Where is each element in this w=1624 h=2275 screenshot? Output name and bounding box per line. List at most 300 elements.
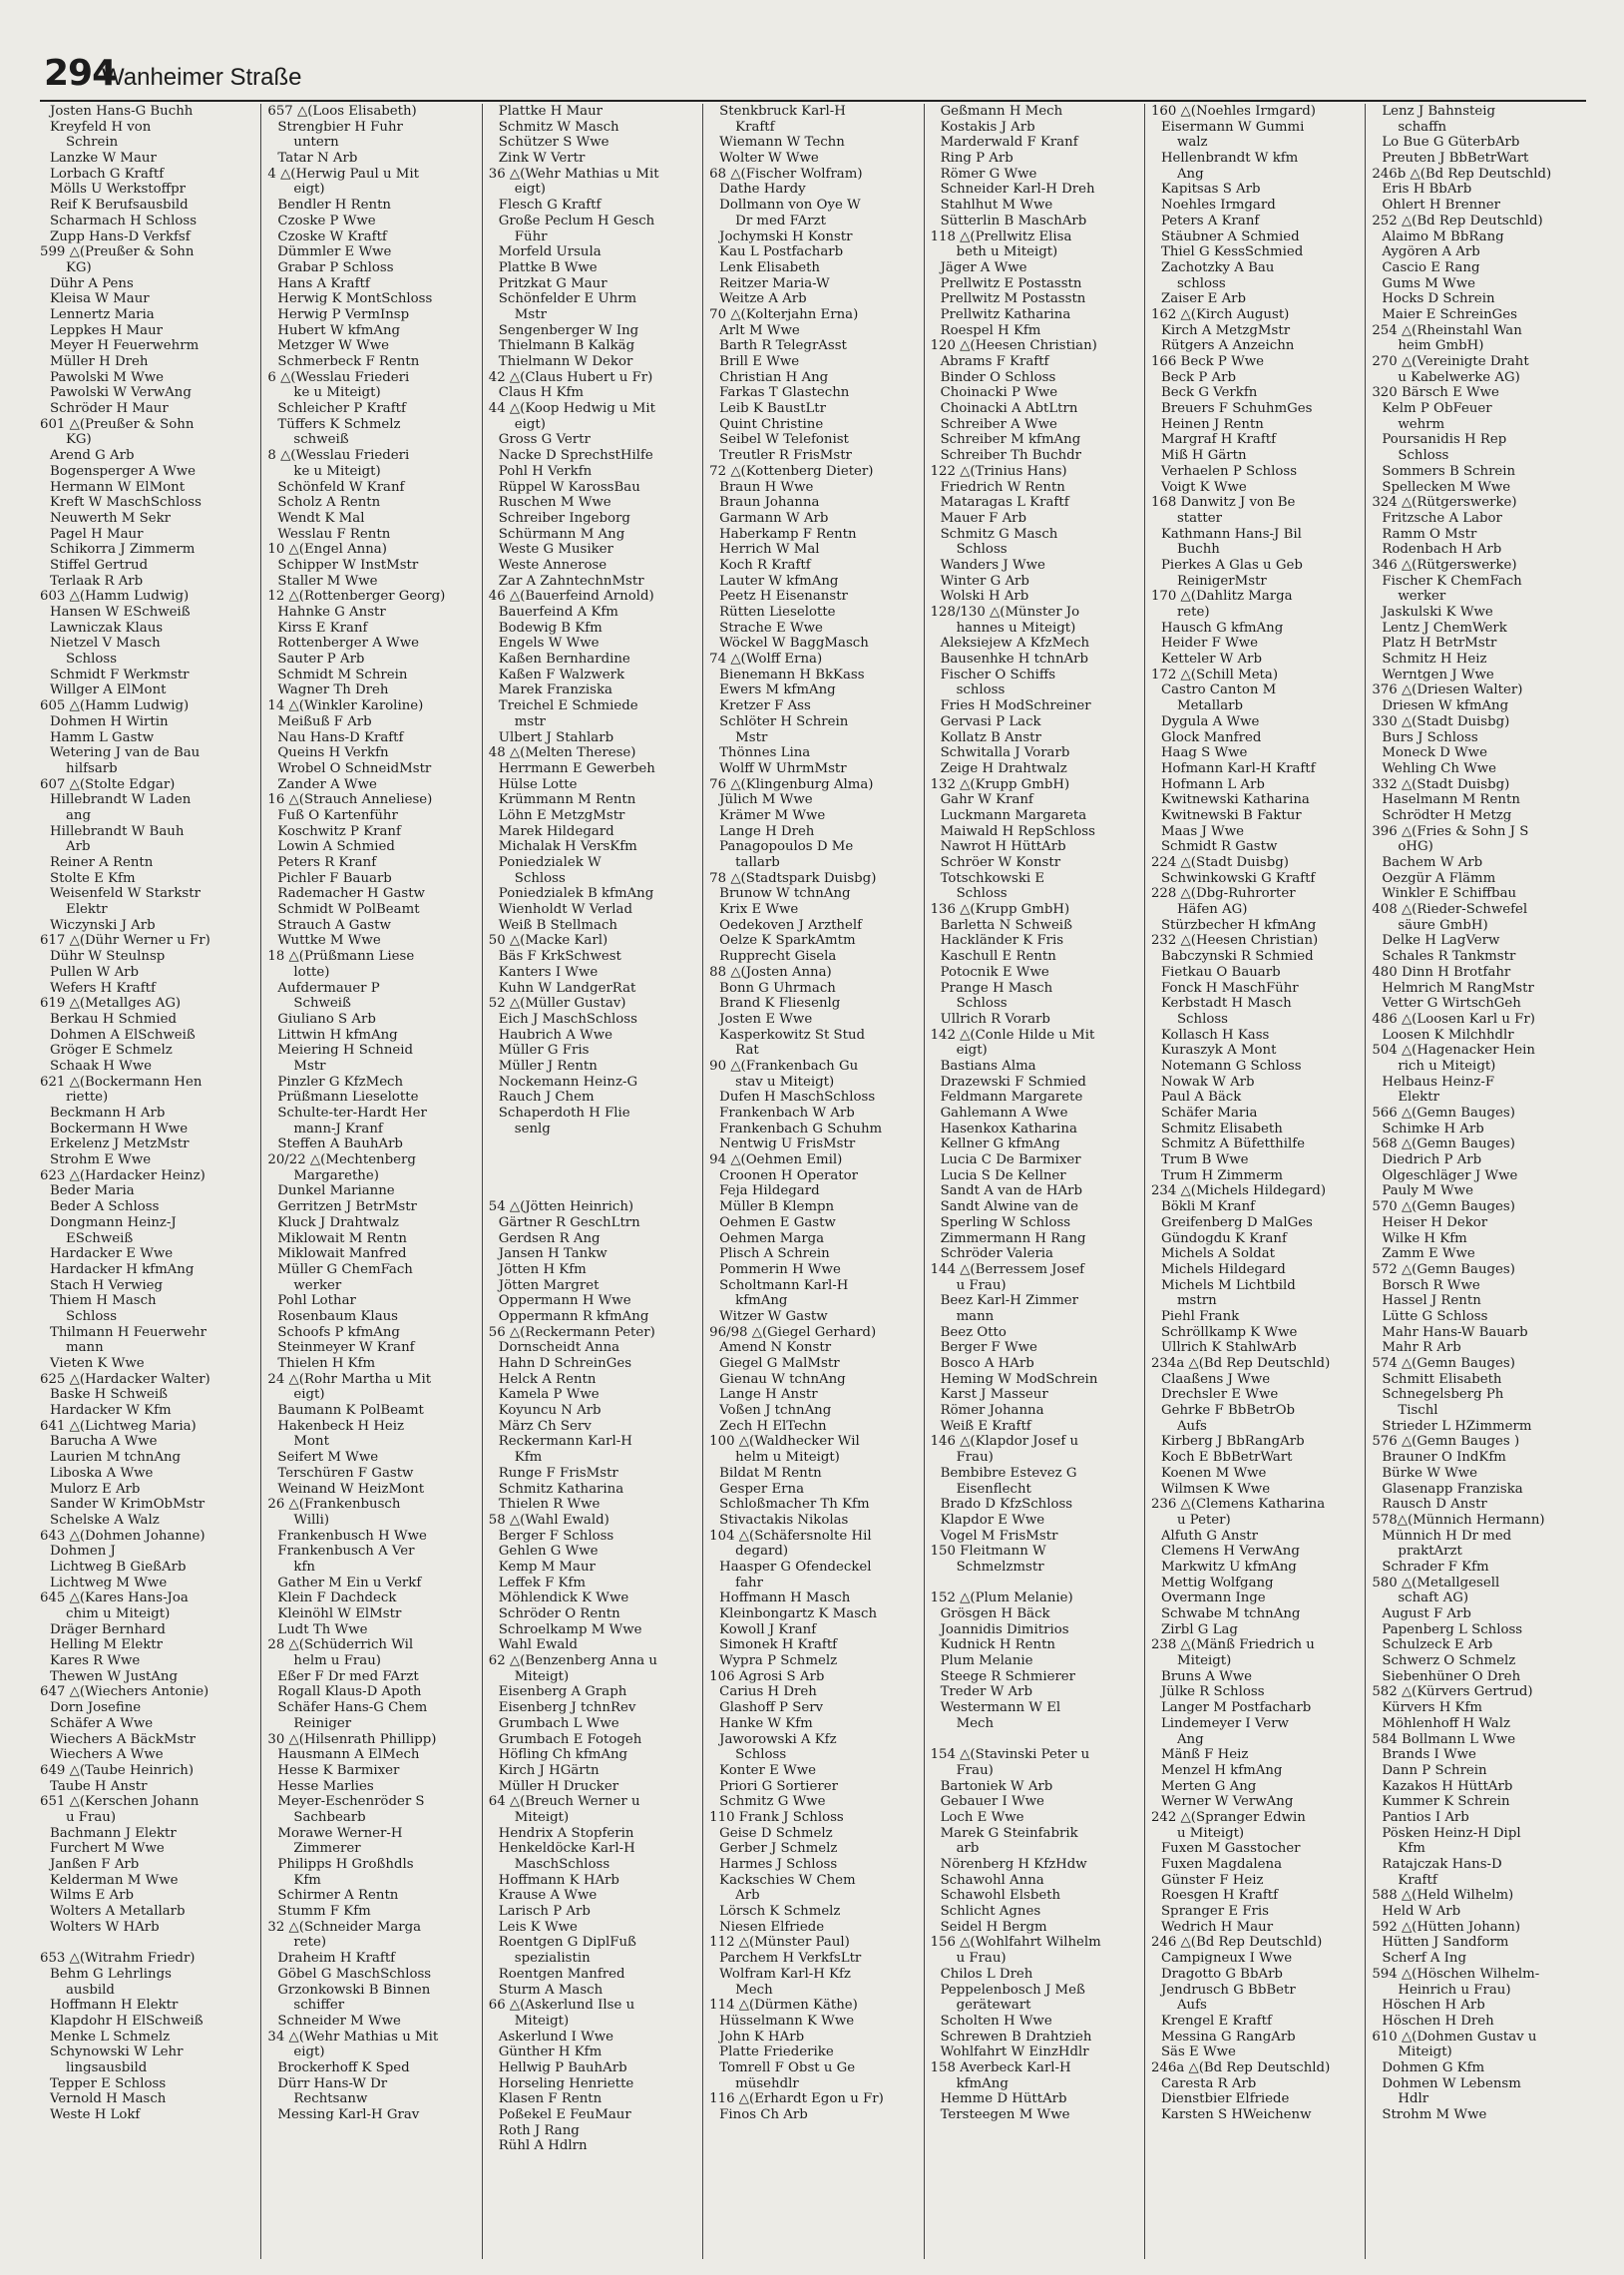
entry-continuation: Kfm bbox=[293, 1872, 321, 1888]
entry-continuation: KG) bbox=[66, 259, 92, 275]
house-number-entry: 158 Averbeck Karl-H bbox=[930, 2059, 1071, 2075]
resident-entry: Kerbstadt H Masch bbox=[1160, 996, 1292, 1012]
resident-entry: Bökli M Kranf bbox=[1160, 1199, 1256, 1215]
resident-entry: Geise D Schmelz bbox=[719, 1825, 833, 1841]
resident-entry: Schulte-ter-Hardt Her bbox=[277, 1106, 427, 1121]
house-number-entry: 601 △(Preußer & Sohn bbox=[40, 416, 195, 432]
resident-entry: Burs J Schloss bbox=[1382, 729, 1478, 745]
house-number-entry: 645 △(Kares Hans-Joa bbox=[40, 1591, 189, 1606]
resident-entry: Sandt A van de HArb bbox=[940, 1183, 1082, 1199]
resident-entry: Morawe Werner-H bbox=[277, 1825, 403, 1841]
resident-entry: Schnegelsberg Ph bbox=[1382, 1387, 1504, 1403]
resident-entry: Nau Hans-D Kraftf bbox=[277, 729, 404, 745]
resident-entry: Wesslau F Rentn bbox=[277, 526, 391, 542]
resident-entry: Hardacker H kfmAng bbox=[50, 1261, 195, 1277]
resident-entry: Koenen M Wwe bbox=[1160, 1465, 1267, 1481]
resident-entry: Verhaelen P Schloss bbox=[1160, 463, 1298, 479]
resident-entry: Reif K Berufsausbild bbox=[50, 198, 189, 214]
resident-entry: Hahn D SchreinGes bbox=[498, 1356, 632, 1371]
resident-entry: Caresta R Arb bbox=[1160, 2075, 1257, 2091]
resident-entry: Hassel J Rentn bbox=[1382, 1293, 1481, 1309]
resident-entry: Lange H Anstr bbox=[719, 1387, 818, 1403]
resident-entry: Wypra P Schmelz bbox=[719, 1653, 838, 1669]
entry-continuation: schiffer bbox=[293, 1998, 345, 2014]
resident-entry: Zirbl G Lag bbox=[1160, 1621, 1238, 1637]
house-number-entry: 649 △(Taube Heinrich) bbox=[40, 1762, 195, 1778]
house-number-entry: 408 △(Rieder-Schwefel bbox=[1372, 902, 1528, 918]
resident-entry: Abrams F Kraftf bbox=[940, 354, 1049, 369]
house-number-entry: 619 △(Metallges AG) bbox=[40, 996, 182, 1012]
resident-entry: Rottenberger A Wwe bbox=[277, 636, 419, 652]
entry-continuation: schloss bbox=[1176, 275, 1226, 291]
resident-entry: Jaworowski A Kfz bbox=[719, 1731, 837, 1747]
resident-entry: Kostakis J Arb bbox=[940, 119, 1035, 135]
house-number-entry: 162 △(Kirch August) bbox=[1150, 306, 1290, 322]
resident-entry: Drazewski F Schmied bbox=[940, 1074, 1086, 1090]
resident-entry: Kaßen F Walzwerk bbox=[498, 667, 624, 682]
resident-entry: Mulorz E Arb bbox=[50, 1481, 141, 1497]
resident-entry: Pagel H Maur bbox=[50, 526, 144, 542]
resident-entry: Kluck J Drahtwalz bbox=[277, 1214, 399, 1230]
resident-entry: Hubert W kfmAng bbox=[277, 322, 401, 338]
resident-entry: Säs E Wwe bbox=[1160, 2045, 1236, 2060]
resident-entry: Henkeldöcke Karl-H bbox=[498, 1841, 635, 1857]
resident-entry: Ulbert J Stahlarb bbox=[498, 729, 614, 745]
resident-entry: Herwig K MontSchloss bbox=[277, 291, 433, 307]
house-number-entry: 142 △(Conle Hilde u Mit bbox=[930, 1027, 1095, 1043]
resident-entry: Lange H Dreh bbox=[719, 823, 815, 839]
house-number-entry: 128/130 △(Münster Jo bbox=[930, 605, 1080, 620]
resident-entry: Kwitnewski Katharina bbox=[1160, 792, 1310, 808]
resident-entry: Höschen H Dreh bbox=[1382, 2013, 1494, 2029]
resident-entry: Fischer O Schiffs bbox=[940, 667, 1056, 682]
entry-continuation: Kfm bbox=[514, 1450, 543, 1466]
resident-entry: Kamela P Wwe bbox=[498, 1387, 600, 1403]
resident-entry: Dragotto G BbArb bbox=[1160, 1966, 1283, 1982]
entry-continuation: Schloss bbox=[1176, 1011, 1228, 1027]
resident-entry bbox=[489, 1152, 700, 1168]
house-number-entry: 62 △(Benzenberg Anna u bbox=[488, 1653, 657, 1669]
resident-entry: Wendt K Mal bbox=[277, 510, 365, 526]
house-number-entry: 58 △(Wahl Ewald) bbox=[488, 1512, 609, 1528]
resident-entry: Schneider M Wwe bbox=[277, 2013, 401, 2029]
resident-entry: Schönfeld W Kranf bbox=[277, 479, 405, 495]
entry-continuation: Schloss bbox=[735, 1747, 787, 1763]
resident-entry: Maas J Wwe bbox=[1160, 823, 1244, 839]
resident-entry: Wilms E Arb bbox=[50, 1888, 135, 1904]
house-number-entry: 26 △(Frankenbusch bbox=[267, 1497, 401, 1513]
resident-entry: März Ch Serv bbox=[498, 1418, 592, 1434]
resident-entry: Meißuß F Arb bbox=[277, 713, 372, 729]
resident-entry: Sander W KrimObMstr bbox=[50, 1497, 205, 1513]
house-number-entry: 376 △(Driesen Walter) bbox=[1372, 682, 1523, 698]
resident-entry: Beckmann H Arb bbox=[50, 1106, 166, 1121]
entry-continuation: senlg bbox=[514, 1121, 551, 1137]
resident-entry: Hillebrandt W Bauh bbox=[50, 823, 185, 839]
entry-continuation: Arb bbox=[735, 1888, 760, 1904]
house-number-entry: 254 △(Rheinstahl Wan bbox=[1372, 322, 1522, 338]
resident-entry: Flesch G Kraftf bbox=[498, 198, 602, 214]
directory-column bbox=[924, 104, 1144, 2259]
resident-entry: August F Arb bbox=[1382, 1606, 1471, 1621]
resident-entry: Oehmen E Gastw bbox=[719, 1214, 836, 1230]
resident-entry: Kares R Wwe bbox=[50, 1653, 141, 1669]
resident-entry: Arlt M Wwe bbox=[719, 322, 800, 338]
resident-entry: Hackländer K Fris bbox=[940, 933, 1064, 949]
resident-entry: Kapitsas S Arb bbox=[1160, 182, 1261, 198]
resident-entry: Sommers B Schrein bbox=[1382, 463, 1516, 479]
resident-entry: Jansen H Tankw bbox=[498, 1246, 608, 1262]
resident-entry: Schreiber Th Buchdr bbox=[940, 448, 1081, 464]
resident-entry: Rauch J Chem bbox=[498, 1090, 595, 1106]
resident-entry: Kowoll J Kranf bbox=[719, 1621, 817, 1637]
resident-entry: Bienemann H BkKass bbox=[719, 667, 865, 682]
resident-entry: Pichler F Bauarb bbox=[277, 870, 392, 886]
resident-entry: Siebenhüner O Dreh bbox=[1382, 1668, 1521, 1684]
resident-entry: Klapdor E Wwe bbox=[940, 1512, 1045, 1528]
resident-entry: Miklowait M Rentn bbox=[277, 1230, 407, 1246]
resident-entry: Claus H Kfm bbox=[498, 385, 585, 401]
house-number-entry: 566 △(Gemn Bauges) bbox=[1372, 1106, 1515, 1121]
resident-entry: Wilke H Kfm bbox=[1382, 1230, 1467, 1246]
page-header bbox=[40, 50, 1586, 102]
resident-entry: Bildat M Rentn bbox=[719, 1465, 822, 1481]
house-number-entry: 70 △(Kolterjahn Erna) bbox=[709, 306, 859, 322]
resident-entry: Platz H BetrMstr bbox=[1382, 636, 1497, 652]
resident-entry: Meyer H Feuerwehrm bbox=[50, 338, 200, 354]
resident-entry: Wrobel O SchneidMstr bbox=[277, 760, 432, 776]
resident-entry: Pantios I Arb bbox=[1382, 1809, 1469, 1825]
resident-entry: Ramm O Mstr bbox=[1382, 526, 1477, 542]
house-number-entry: 246 △(Bd Rep Deutschld) bbox=[1150, 1935, 1323, 1951]
house-number-entry: 570 △(Gemn Bauges) bbox=[1372, 1199, 1515, 1215]
resident-entry: Diedrich P Arb bbox=[1382, 1152, 1482, 1168]
resident-entry: Trum H Zimmerm bbox=[1160, 1167, 1283, 1183]
entry-continuation: mann bbox=[66, 1340, 104, 1356]
entry-continuation: kfmAng bbox=[735, 1293, 788, 1309]
resident-entry: Gross G Vertr bbox=[498, 432, 591, 448]
entry-continuation: ausbild bbox=[66, 1982, 115, 1998]
resident-entry: Tersteegen M Wwe bbox=[940, 2107, 1070, 2122]
resident-entry: Stahlhut M Wwe bbox=[940, 198, 1053, 214]
resident-entry: Hocks D Schrein bbox=[1382, 291, 1495, 307]
resident-entry: Menke L Schmelz bbox=[50, 2029, 171, 2045]
resident-entry: Michels M Lichtbild bbox=[1160, 1277, 1296, 1293]
entry-continuation: Eisenflecht bbox=[956, 1481, 1031, 1497]
resident-entry: Piehl Frank bbox=[1160, 1308, 1240, 1324]
resident-entry: Wiemann W Techn bbox=[719, 135, 845, 151]
entry-continuation: Führ bbox=[514, 228, 548, 244]
resident-entry bbox=[489, 1137, 700, 1152]
resident-entry: Schulzeck E Arb bbox=[1382, 1637, 1493, 1653]
resident-entry: Dienstbier Elfriede bbox=[1160, 2091, 1290, 2107]
resident-entry: Koch R Kraftf bbox=[719, 557, 811, 573]
resident-entry: Ullrich R Vorarb bbox=[940, 1011, 1050, 1027]
resident-entry: Prellwitz E Postasstn bbox=[940, 275, 1082, 291]
house-number-entry: 160 △(Noehles Irmgard) bbox=[1150, 104, 1316, 119]
entry-continuation: Mstr bbox=[514, 306, 547, 322]
house-number-entry: 603 △(Hamm Ludwig) bbox=[40, 589, 190, 605]
resident-entry: Höfling Ch kfmAng bbox=[498, 1747, 628, 1763]
resident-entry: Dürr Hans-W Dr bbox=[277, 2075, 388, 2091]
entry-continuation: Schloss bbox=[956, 996, 1008, 1012]
house-number-entry: 8 △(Wesslau Friederi bbox=[267, 448, 410, 464]
resident-entry: Beder Maria bbox=[50, 1183, 135, 1199]
resident-entry: Glasenapp Franziska bbox=[1382, 1481, 1523, 1497]
resident-entry: Friedrich W Rentn bbox=[940, 479, 1065, 495]
resident-entry: Gienau W tchnAng bbox=[719, 1371, 846, 1387]
resident-entry: Kretzer F Ass bbox=[719, 698, 811, 714]
house-number-entry: 234 △(Michels Hildegard) bbox=[1150, 1183, 1327, 1199]
resident-entry: Totschkowski E bbox=[940, 870, 1045, 886]
resident-entry: Schmitz H Heiz bbox=[1382, 652, 1487, 668]
resident-entry: Schales R Tankmstr bbox=[1382, 949, 1516, 965]
resident-entry: Müller B Klempn bbox=[719, 1199, 835, 1215]
resident-entry: Askerlund I Wwe bbox=[498, 2029, 614, 2045]
resident-entry: Delke H LagVerw bbox=[1382, 933, 1500, 949]
resident-entry: Kreyfeld H von bbox=[50, 119, 152, 135]
resident-entry: Babczynski R Schmied bbox=[1160, 949, 1314, 965]
resident-entry: Schleicher P Kraftf bbox=[277, 401, 406, 417]
resident-entry: Kleinöhl W ElMstr bbox=[277, 1606, 402, 1621]
resident-entry: Bachmann J Elektr bbox=[50, 1825, 177, 1841]
resident-entry: Thiem H Masch bbox=[50, 1293, 157, 1309]
resident-entry: Bosco A HArb bbox=[940, 1356, 1034, 1371]
entry-continuation: Mont bbox=[293, 1434, 329, 1450]
house-number-entry: 486 △(Loosen Karl u Fr) bbox=[1372, 1011, 1535, 1027]
house-number-entry: 68 △(Fischer Wolfram) bbox=[709, 166, 863, 182]
entry-continuation: MaschSchloss bbox=[514, 1857, 610, 1872]
resident-entry: Dathe Hardy bbox=[719, 182, 806, 198]
resident-entry: Zander A Wwe bbox=[277, 776, 377, 792]
house-number-entry: 647 △(Wiechers Antonie) bbox=[40, 1684, 209, 1700]
house-number-entry: 32 △(Schneider Marga bbox=[267, 1919, 422, 1935]
house-number-entry: 90 △(Frankenbach Gu bbox=[709, 1058, 859, 1074]
resident-entry: Nentwig U FrisMstr bbox=[719, 1137, 856, 1152]
resident-entry: Schäfer Maria bbox=[1160, 1106, 1258, 1121]
resident-entry: Schürmann M Ang bbox=[498, 526, 625, 542]
house-number-entry: 320 Bärsch E Wwe bbox=[1372, 385, 1499, 401]
resident-entry: Vieten K Wwe bbox=[50, 1356, 145, 1371]
resident-entry: Dohmen G Kfm bbox=[1382, 2059, 1485, 2075]
resident-entry: Kazakos H HüttArb bbox=[1382, 1778, 1513, 1794]
resident-entry: Gehrke F BbBetrOb bbox=[1160, 1403, 1296, 1419]
resident-entry: Schreiber Ingeborg bbox=[498, 510, 630, 526]
entry-continuation: KG) bbox=[66, 432, 92, 448]
resident-entry: Dümmler E Wwe bbox=[277, 244, 392, 260]
resident-entry: Schäfer Hans-G Chem bbox=[277, 1700, 428, 1716]
resident-entry: Dongmann Heinz-J bbox=[50, 1214, 177, 1230]
resident-entry: Oppermann R kfmAng bbox=[498, 1308, 649, 1324]
resident-entry: Schäfer A Wwe bbox=[50, 1715, 154, 1731]
resident-entry: Dohmen H Wirtin bbox=[50, 713, 169, 729]
resident-entry: Hellwig P BauhArb bbox=[498, 2059, 627, 2075]
resident-entry: Miklowait Manfred bbox=[277, 1246, 407, 1262]
resident-entry: Beez Otto bbox=[940, 1324, 1007, 1340]
house-number-entry: 582 △(Kürvers Gertrud) bbox=[1372, 1684, 1533, 1700]
entry-continuation: arb bbox=[956, 1841, 980, 1857]
resident-entry: Helck A Rentn bbox=[498, 1371, 597, 1387]
resident-entry: Rüppel W KarossBau bbox=[498, 479, 640, 495]
resident-entry: Lenk Elisabeth bbox=[719, 259, 820, 275]
resident-entry: Baumann K PolBeamt bbox=[277, 1403, 424, 1419]
resident-entry: Driesen W kfmAng bbox=[1382, 698, 1509, 714]
entry-continuation: eigt) bbox=[293, 1387, 325, 1403]
house-number-entry: 599 △(Preußer & Sohn bbox=[40, 244, 195, 260]
resident-entry: Kackschies W Chem bbox=[719, 1872, 856, 1888]
resident-entry: Wohlfahrt W EinzHdlr bbox=[940, 2045, 1089, 2060]
resident-entry: Farkas T Glastechn bbox=[719, 385, 850, 401]
resident-entry: Mauer F Arb bbox=[940, 510, 1027, 526]
resident-entry: Brands I Wwe bbox=[1382, 1747, 1476, 1763]
resident-entry: Luckmann Margareta bbox=[940, 807, 1087, 823]
resident-entry: Bauerfeind A Kfm bbox=[498, 605, 618, 620]
entry-continuation: säure GmbH) bbox=[1398, 917, 1488, 933]
resident-entry: Hahnke G Anstr bbox=[277, 605, 386, 620]
resident-entry: Weste Annerose bbox=[498, 557, 608, 573]
house-number-entry: 96/98 △(Giegel Gerhard) bbox=[709, 1324, 877, 1340]
entry-continuation: walz bbox=[1176, 135, 1208, 151]
resident-entry: Frankenbach W Arb bbox=[719, 1106, 855, 1121]
resident-entry: Schmitz Katharina bbox=[498, 1481, 624, 1497]
resident-entry: Wetering J van de Bau bbox=[50, 745, 201, 761]
resident-entry: Rütgers A Anzeichn bbox=[1160, 338, 1295, 354]
entry-continuation: Aufs bbox=[1176, 1418, 1207, 1434]
entry-continuation: Schloss bbox=[66, 652, 118, 668]
resident-entry: Wienholdt W Verlad bbox=[498, 902, 632, 918]
house-number-entry: 78 △(Stadtspark Duisbg) bbox=[709, 870, 877, 886]
house-number-entry: 6 △(Wesslau Friederi bbox=[267, 369, 410, 385]
resident-entry: Glock Manfred bbox=[1160, 729, 1262, 745]
resident-entry: Rupprecht Gisela bbox=[719, 949, 837, 965]
entry-continuation: eigt) bbox=[514, 416, 546, 432]
resident-entry: Jötten H Kfm bbox=[498, 1261, 587, 1277]
resident-entry: Michels Hildegard bbox=[1160, 1261, 1286, 1277]
resident-entry: Rütten Lieselotte bbox=[719, 605, 836, 620]
resident-entry: Gahlemann A Wwe bbox=[940, 1106, 1068, 1121]
house-number-entry: 480 Dinn H Brotfahr bbox=[1372, 964, 1511, 980]
resident-entry: Sütterlin B MaschArb bbox=[940, 213, 1087, 228]
resident-entry: Terlaak R Arb bbox=[50, 573, 144, 589]
resident-entry: Hausmann A ElMech bbox=[277, 1747, 420, 1763]
resident-entry: Zachotzky A Bau bbox=[1160, 259, 1275, 275]
resident-entry: Seifert M Wwe bbox=[277, 1450, 379, 1466]
resident-entry: Schmitz W Masch bbox=[498, 119, 619, 135]
resident-entry: Krause A Wwe bbox=[498, 1888, 598, 1904]
resident-entry: Münnich H Dr med bbox=[1382, 1528, 1512, 1544]
resident-entry: Rühl A Hdlrn bbox=[498, 2138, 588, 2154]
house-number-entry: 607 △(Stolte Edgar) bbox=[40, 776, 176, 792]
resident-entry: Seibel W Telefonist bbox=[719, 432, 849, 448]
resident-entry: Ludt Th Wwe bbox=[277, 1621, 368, 1637]
resident-entry: Pauly M Wwe bbox=[1382, 1183, 1473, 1199]
resident-entry: Strauch A Gastw bbox=[277, 917, 391, 933]
resident-entry: Scharmach H Schloss bbox=[50, 213, 198, 228]
resident-entry: Pawolski W VerwAng bbox=[50, 385, 192, 401]
resident-entry: Schroelkamp M Wwe bbox=[498, 1621, 642, 1637]
house-number-entry: 46 △(Bauerfeind Arnold) bbox=[488, 589, 654, 605]
resident-entry bbox=[489, 1168, 700, 1184]
resident-entry: Fonck H MaschFühr bbox=[1160, 980, 1299, 996]
house-number-entry: 18 △(Prüßmann Liese bbox=[267, 949, 415, 965]
resident-entry: Horseling Henriette bbox=[498, 2075, 634, 2091]
resident-entry bbox=[40, 1935, 258, 1951]
house-number-entry: 246b △(Bd Rep Deutschld) bbox=[1372, 166, 1552, 182]
resident-entry: Helmrich M RangMstr bbox=[1382, 980, 1534, 996]
house-number-entry: 324 △(Rütgerswerke) bbox=[1372, 495, 1517, 511]
house-number-entry: 10 △(Engel Anna) bbox=[267, 542, 387, 558]
entry-continuation: Buchh bbox=[1176, 542, 1220, 558]
house-number-entry: 578△(Münnich Hermann) bbox=[1372, 1512, 1545, 1528]
resident-entry: Taube H Anstr bbox=[50, 1778, 148, 1794]
entry-continuation: rich u Miteigt) bbox=[1398, 1058, 1496, 1074]
house-number-entry: 52 △(Müller Gustav) bbox=[488, 996, 626, 1012]
entry-continuation: Willi) bbox=[293, 1512, 330, 1528]
resident-entry: Helbaus Heinz-F bbox=[1382, 1074, 1495, 1090]
house-number-entry: 30 △(Hilsenrath Phillipp) bbox=[267, 1731, 437, 1747]
resident-entry: Berger F Wwe bbox=[940, 1340, 1037, 1356]
resident-entry: Laurien M tchnAng bbox=[50, 1450, 182, 1466]
resident-entry: Stumm F Kfm bbox=[277, 1904, 371, 1920]
resident-entry: Harmes J Schloss bbox=[719, 1857, 838, 1872]
resident-entry: Kwitnewski B Faktur bbox=[1160, 807, 1302, 823]
resident-entry: Kreft W MaschSchloss bbox=[50, 495, 202, 511]
resident-entry: Schmidt W PolBeamt bbox=[277, 902, 420, 918]
resident-entry: Gums M Wwe bbox=[1382, 275, 1475, 291]
resident-entry: Lichtweg M Wwe bbox=[50, 1575, 168, 1591]
resident-entry: Prange H Masch bbox=[940, 980, 1053, 996]
entry-continuation: Aufs bbox=[1176, 1998, 1207, 2014]
entry-continuation: eigt) bbox=[293, 182, 325, 198]
resident-entry: Krengel E Kraftf bbox=[1160, 2013, 1272, 2029]
house-number-entry: 625 △(Hardacker Walter) bbox=[40, 1371, 210, 1387]
resident-entry: Schrewen B Drahtzieh bbox=[940, 2029, 1092, 2045]
resident-entry: Sauter P Arb bbox=[277, 652, 365, 668]
resident-entry: Haasper G Ofendeckel bbox=[719, 1559, 872, 1575]
resident-entry: Hanke W Kfm bbox=[719, 1715, 813, 1731]
resident-entry: John K HArb bbox=[719, 2029, 805, 2045]
house-number-entry: 588 △(Held Wilhelm) bbox=[1372, 1888, 1514, 1904]
resident-entry: Brunow W tchnAng bbox=[719, 886, 851, 902]
resident-entry: Kellner G kfmAng bbox=[940, 1137, 1060, 1152]
resident-entry: Scherf A Ing bbox=[1382, 1951, 1466, 1967]
entry-continuation: helm u Miteigt) bbox=[735, 1450, 840, 1466]
resident-entry: Müller G ChemFach bbox=[277, 1261, 413, 1277]
resident-entry: Schimke H Arb bbox=[1382, 1121, 1484, 1137]
entry-continuation: Tischl bbox=[1398, 1403, 1438, 1419]
entry-continuation: gerätewart bbox=[956, 1998, 1031, 2014]
entry-continuation: lotte) bbox=[293, 964, 330, 980]
resident-entry: Potocnik E Wwe bbox=[940, 964, 1049, 980]
house-number-entry: 116 △(Erhardt Egon u Fr) bbox=[709, 2091, 884, 2107]
resident-entry: Kuhn W LandgerRat bbox=[498, 980, 636, 996]
resident-entry: Schröer W Konstr bbox=[940, 855, 1061, 870]
resident-entry: Jaskulski K Wwe bbox=[1382, 605, 1493, 620]
resident-entry: Hardacker W Kfm bbox=[50, 1403, 172, 1419]
resident-entry: Fuß O Kartenführ bbox=[277, 807, 398, 823]
resident-entry: Preuten J BbBetrWart bbox=[1382, 151, 1529, 167]
directory-column bbox=[482, 104, 702, 2259]
entry-continuation: Metallarb bbox=[1176, 698, 1244, 714]
resident-entry: Notemann G Schloss bbox=[1160, 1058, 1302, 1074]
resident-entry: Campigneux I Wwe bbox=[1160, 1951, 1293, 1967]
resident-entry: Messing Karl-H Grav bbox=[277, 2107, 420, 2122]
entry-continuation: schweiß bbox=[293, 432, 349, 448]
resident-entry: Lo Bue G GüterbArb bbox=[1382, 135, 1520, 151]
resident-entry: Pinzler G KfzMech bbox=[277, 1074, 404, 1090]
resident-entry: Stolte E Kfm bbox=[50, 870, 136, 886]
resident-entry: Oedekoven J Arzthelf bbox=[719, 917, 863, 933]
